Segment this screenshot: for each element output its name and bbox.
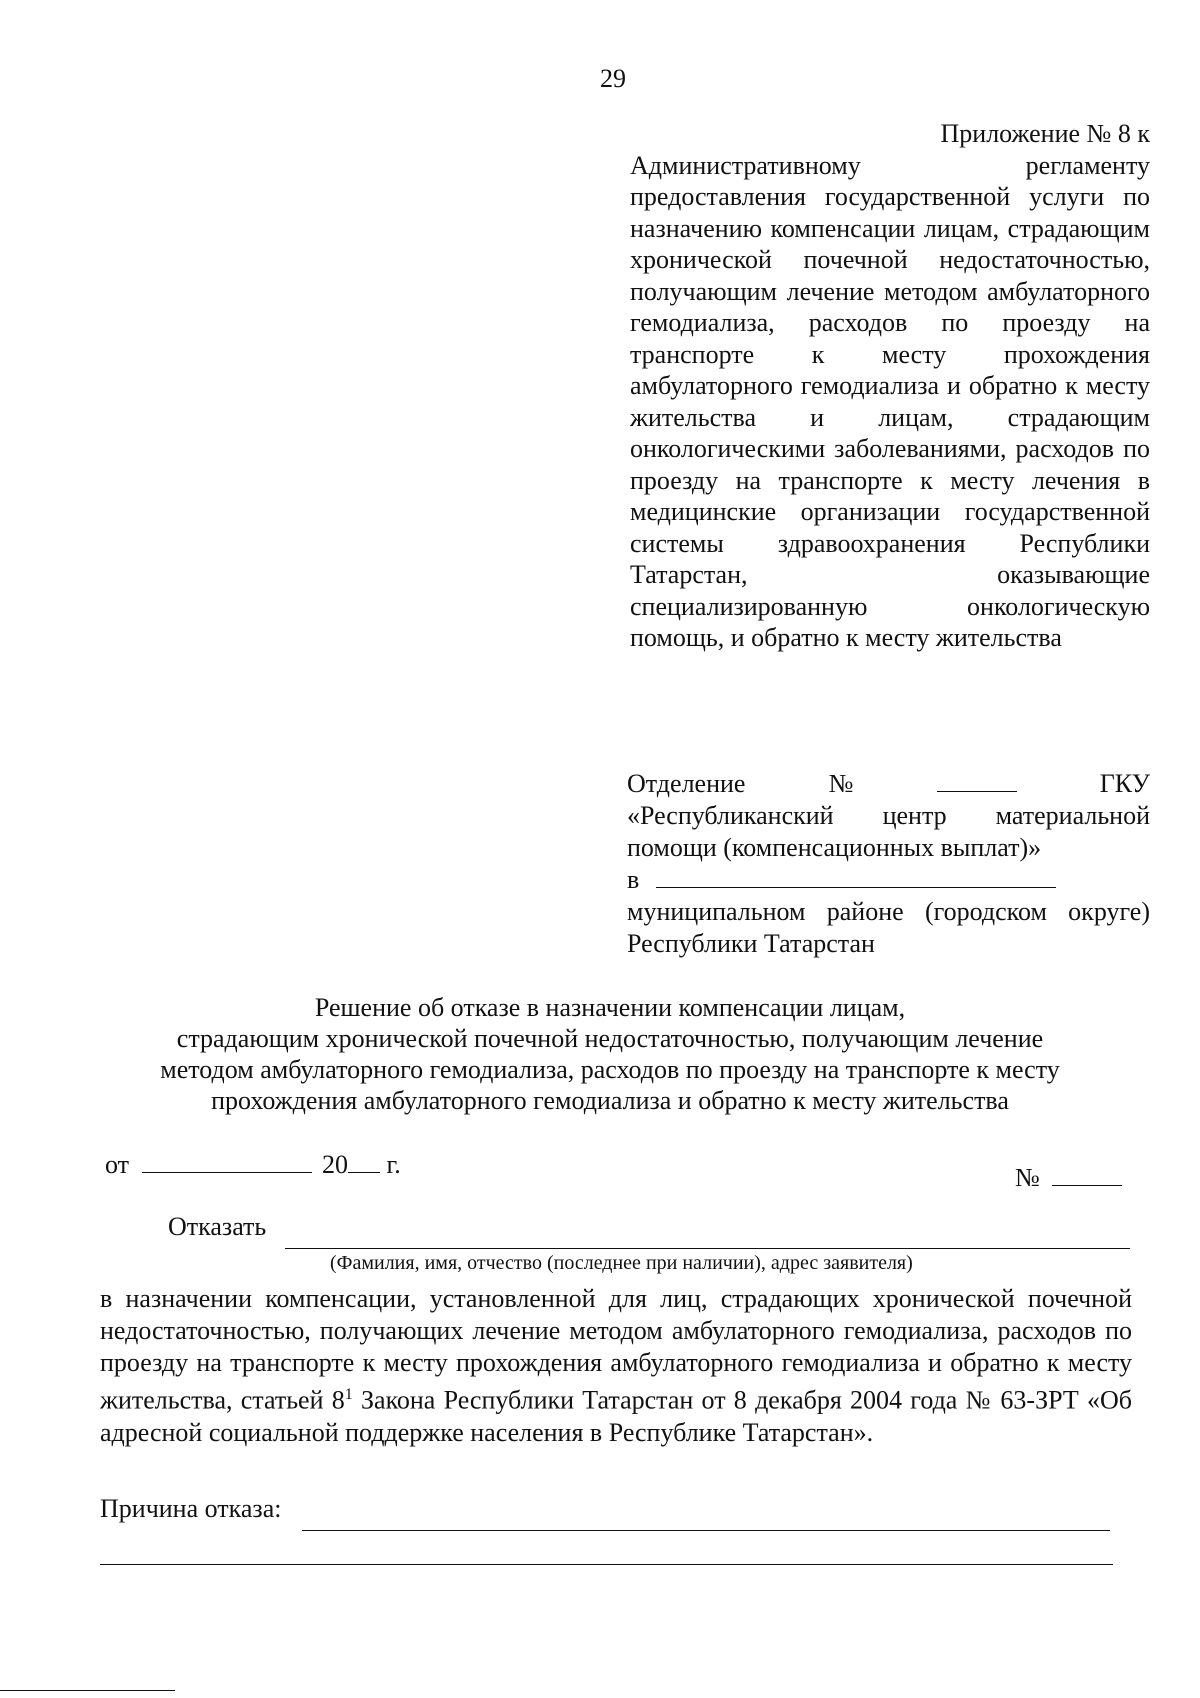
decision-title xyxy=(110,992,1110,1116)
reason-label: Причина отказа: xyxy=(100,1494,282,1523)
date-prefix: от xyxy=(105,1150,130,1179)
year-prefix: 20 xyxy=(322,1150,349,1179)
date-suffix: г. xyxy=(386,1150,401,1179)
footnote-separator xyxy=(0,1690,175,1691)
center-name: «Республиканский центр материальной помощи (компенсационных выплат)» xyxy=(627,801,1150,862)
decision-body xyxy=(100,1283,1132,1449)
reason-blank-line-1 xyxy=(302,1530,1110,1531)
date-blank xyxy=(142,1171,312,1173)
title-line-3: методом амбулаторного гемодиализа, расходов по проезду на транспорте к месту xyxy=(160,1055,1060,1084)
addressee-line-1 xyxy=(627,768,1150,800)
decision-number-row xyxy=(1015,1163,1122,1193)
date-row xyxy=(105,1150,401,1180)
title-line-2: страдающим хронической почечной недостаточностью, получающим лечение xyxy=(176,1024,1044,1053)
title-line-1: Решение об отказе в назначении компенсации лицам, xyxy=(314,993,906,1022)
body-text-part-2: Закона Республики Татарстан от 8 декабря 2004 года № 63-ЗРТ «Об адресной социальной поддержке населения в Республике Татарстан». xyxy=(100,1385,1133,1447)
municipality-text: муниципальном районе (городском округе) Республики Татарстан xyxy=(627,897,1150,958)
appendix-header xyxy=(630,118,1150,654)
appendix-title: Приложение № 8 к xyxy=(940,119,1150,148)
department-number-sign: № xyxy=(828,769,854,798)
department-label: Отделение xyxy=(627,769,746,798)
title-line-4: прохождения амбулаторного гемодиализа и обратно к месту жительства xyxy=(211,1086,1009,1115)
page-number: 29 xyxy=(600,64,626,93)
article-superscript: 1 xyxy=(344,1386,353,1403)
year-blank xyxy=(348,1171,380,1173)
addressee-in-row xyxy=(627,864,1150,896)
department-number-blank xyxy=(937,790,1017,792)
municipality-blank xyxy=(656,886,1056,888)
refuse-label: Отказать xyxy=(168,1212,267,1241)
number-sign: № xyxy=(1015,1163,1040,1192)
body-text-part-1: в назначении компенсации, установленной для лиц, страдающих хронической почечной недостаточностью, получающих лечение методом амбулаторного гемодиализа, расходов по проезду на транспорте к месту прохождения амбулаторного гемодиализа и обратно к месту жительства, статьей 8 xyxy=(100,1284,1132,1415)
appendix-text: Административному регламенту предоставления государственной услуги по назначению компенсации лицам, страдающим хронической почечной недостаточностью, получающим лечение методом амбулаторного гемодиализа, расходов по проезду на транспорте к месту прохождения амбулаторного гемодиализа и обратно к месту жительства и лицам, страдающим онкологическими заболеваниями, расходов по проезду на транспорте к месту лечения в медицинские организации государственной системы здравоохранения Республики Татарстан, оказывающие специализированную онкологическую помощь, и обратно к месту жительства xyxy=(630,150,1150,652)
applicant-blank-line xyxy=(285,1248,1130,1249)
gku-label: ГКУ xyxy=(1099,769,1150,798)
in-prefix: в xyxy=(627,865,640,894)
reason-blank-line-2 xyxy=(100,1564,1113,1565)
decision-number-blank xyxy=(1052,1184,1122,1186)
addressee-block xyxy=(627,768,1150,960)
applicant-hint: (Фамилия, имя, отчество (последнее при наличии), адрес заявителя) xyxy=(330,1252,913,1274)
